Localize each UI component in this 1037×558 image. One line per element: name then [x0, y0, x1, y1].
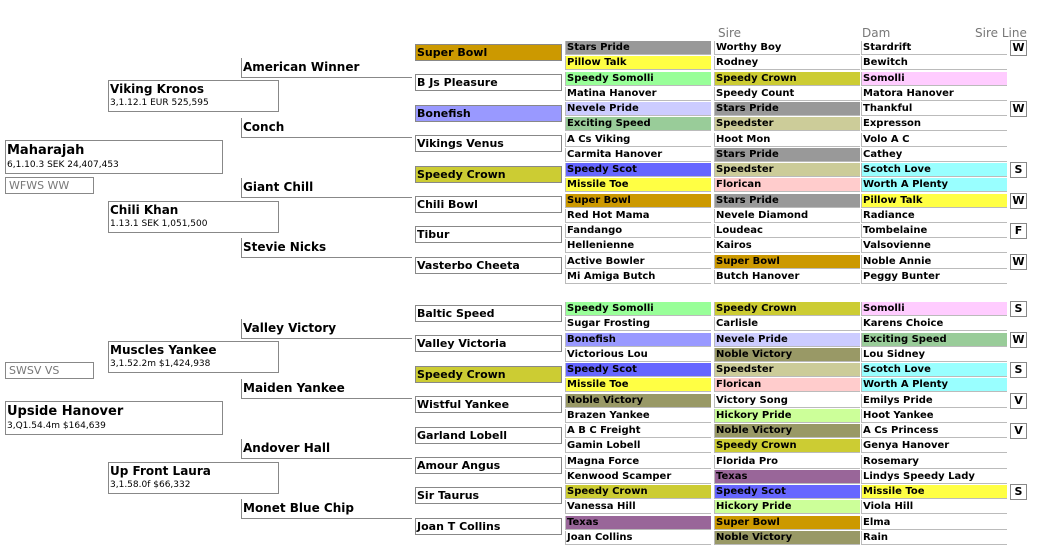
bottom-dam-record: 3,1.58.0f $66,332	[110, 480, 191, 490]
bottom-sire-line-badge: V	[1010, 393, 1027, 409]
top-g5d-cell[interactable]: Scotch Love	[861, 163, 1007, 177]
bottom-g4-cell[interactable]: Noble Victory	[565, 394, 711, 408]
top-g5s-cell[interactable]: Super Bowl	[714, 255, 860, 269]
bottom-g3-name[interactable]: Joan T Collins	[417, 519, 501, 533]
bottom-horse-record: 3,Q1.54.4m $164,639	[7, 421, 106, 431]
bottom-sire-line-badge: S	[1010, 362, 1027, 378]
top-g2-name[interactable]: Giant Chill	[243, 180, 314, 194]
top-dam-name[interactable]: Chili Khan	[110, 203, 179, 217]
bottom-g4-cell[interactable]: Joan Collins	[565, 531, 711, 545]
top-g5d-cell[interactable]: Pillow Talk	[861, 194, 1007, 208]
sire-header: Sire	[718, 26, 742, 40]
top-sire-line-badge: W	[1010, 193, 1027, 209]
top-sire-record: 3,1.12.1 EUR 525,595	[110, 98, 209, 108]
top-g5s-cell[interactable]: Kairos	[714, 239, 860, 253]
top-g5s-cell[interactable]: Florican	[714, 178, 860, 192]
bottom-g4-cell[interactable]: Bonefish	[565, 333, 711, 347]
top-g4-cell[interactable]: A Cs Viking	[565, 133, 711, 147]
bottom-horse-name[interactable]: Upside Hanover	[7, 404, 124, 419]
top-g4-cell[interactable]: Carmita Hanover	[565, 148, 711, 162]
bottom-g5d-cell[interactable]: Elma	[861, 516, 1007, 530]
top-g5d-cell[interactable]: Noble Annie	[861, 255, 1007, 269]
top-sire-line-badge: W	[1010, 101, 1027, 117]
top-g4-cell[interactable]: Matina Hanover	[565, 87, 711, 101]
top-g3-name[interactable]: Super Bowl	[417, 46, 488, 59]
top-g5d-cell[interactable]: Valsovienne	[861, 239, 1007, 253]
top-g2-name[interactable]: Stevie Nicks	[243, 240, 327, 254]
bottom-g4-cell[interactable]: Missile Toe	[565, 378, 711, 392]
bottom-g5d-cell[interactable]: Hoot Yankee	[861, 409, 1007, 423]
bottom-g5d-cell[interactable]: Lou Sidney	[861, 348, 1007, 362]
top-g4-cell[interactable]: Speedy Scot	[565, 163, 711, 177]
top-g5s-cell[interactable]: Worthy Boy	[714, 41, 860, 55]
top-g3-name[interactable]: B Js Pleasure	[417, 76, 498, 90]
bottom-sire-line-badge: W	[1010, 332, 1027, 348]
top-g3-name[interactable]: Bonefish	[417, 106, 471, 120]
bottom-g5s-cell[interactable]: Florican	[714, 378, 860, 392]
top-g5d-cell[interactable]: Peggy Bunter	[861, 270, 1007, 284]
top-g4-cell[interactable]: Active Bowler	[565, 255, 711, 269]
top-g5s-cell[interactable]: Hoot Mon	[714, 133, 860, 147]
top-g5s-cell[interactable]: Stars Pride	[714, 194, 860, 208]
top-g5d-cell[interactable]: Cathey	[861, 148, 1007, 162]
bottom-g5s-cell[interactable]: Carlisle	[714, 317, 860, 331]
bottom-dam-name[interactable]: Up Front Laura	[110, 464, 211, 478]
top-g2-name[interactable]: Conch	[243, 120, 285, 134]
bottom-g5s-cell[interactable]: Super Bowl	[714, 516, 860, 530]
bottom-g5s-cell[interactable]: Speedy Crown	[714, 302, 860, 316]
bottom-g3-name[interactable]: Valley Victoria	[417, 337, 507, 351]
bottom-g4-cell[interactable]: Texas	[565, 516, 711, 530]
bottom-g4-cell[interactable]: Victorious Lou	[565, 348, 711, 362]
bottom-g4-cell[interactable]: Speedy Crown	[565, 485, 711, 499]
top-g5d-cell[interactable]: Radiance	[861, 209, 1007, 223]
bottom-g5s-cell[interactable]: Speedy Scot	[714, 485, 860, 499]
bottom-g2-name[interactable]: Andover Hall	[243, 441, 331, 455]
top-horse-tag: WFWS WW	[5, 177, 94, 194]
top-g5s-cell[interactable]: Butch Hanover	[714, 270, 860, 284]
top-g5s-cell[interactable]: Rodney	[714, 56, 860, 70]
top-g4-cell[interactable]: Mi Amiga Butch	[565, 270, 711, 284]
bottom-g5d-cell[interactable]: Missile Toe	[861, 485, 1007, 499]
bottom-sire-record: 3,1.52.2m $1,424,938	[110, 359, 211, 369]
bottom-g5d-cell[interactable]: Exciting Speed	[861, 333, 1007, 347]
bottom-g5d-cell[interactable]: Scotch Love	[861, 363, 1007, 377]
top-g5s-cell[interactable]: Speedster	[714, 163, 860, 177]
bottom-g3-name[interactable]: Sir Taurus	[417, 489, 480, 503]
bottom-g4-cell[interactable]: Speedy Scot	[565, 363, 711, 377]
bottom-sire-name[interactable]: Muscles Yankee	[110, 343, 217, 357]
top-g5d-cell[interactable]: Bewitch	[861, 56, 1007, 70]
top-g3-name[interactable]: Vikings Venus	[417, 137, 504, 151]
top-sire-name[interactable]: Viking Kronos	[110, 82, 204, 96]
top-sire-line-badge: W	[1010, 40, 1027, 56]
bottom-g5s-cell[interactable]: Hickory Pride	[714, 500, 860, 514]
bottom-g5d-cell[interactable]: Karens Choice	[861, 317, 1007, 331]
bottom-g4-cell[interactable]: Magna Force	[565, 455, 711, 469]
top-g4-cell[interactable]: Hellenienne	[565, 239, 711, 253]
bottom-g3-name[interactable]: Garland Lobell	[417, 428, 508, 442]
bottom-g3-name[interactable]: Speedy Crown	[417, 367, 506, 381]
top-g4-cell[interactable]: Stars Pride	[565, 41, 711, 55]
top-g3-name[interactable]: Tibur	[417, 228, 450, 242]
bottom-g5s-cell[interactable]: Victory Song	[714, 394, 860, 408]
bottom-g5d-cell[interactable]: Lindys Speedy Lady	[861, 470, 1007, 484]
top-g5d-cell[interactable]: Worth A Plenty	[861, 178, 1007, 192]
bottom-g5d-cell[interactable]: Emilys Pride	[861, 394, 1007, 408]
top-g5s-cell[interactable]: Speedy Crown	[714, 72, 860, 86]
bottom-g4-cell[interactable]: A B C Freight	[565, 424, 711, 438]
bottom-g5s-cell[interactable]: Noble Victory	[714, 348, 860, 362]
bottom-g5s-cell[interactable]: Speedster	[714, 363, 860, 377]
top-g5s-cell[interactable]: Speedy Count	[714, 87, 860, 101]
bottom-g4-cell[interactable]: Vanessa Hill	[565, 500, 711, 514]
top-g5d-cell[interactable]: Somolli	[861, 72, 1007, 86]
top-g5d-cell[interactable]: Volo A C	[861, 133, 1007, 147]
top-g5d-cell[interactable]: Matora Hanover	[861, 87, 1007, 101]
bottom-g5s-cell[interactable]: Hickory Pride	[714, 409, 860, 423]
top-g4-cell[interactable]: Fandango	[565, 224, 711, 238]
top-g5d-cell[interactable]: Tombelaine	[861, 224, 1007, 238]
bottom-g4-cell[interactable]: Kenwood Scamper	[565, 470, 711, 484]
top-g5d-cell[interactable]: Expresson	[861, 117, 1007, 131]
bottom-g5d-cell[interactable]: Rosemary	[861, 455, 1007, 469]
top-g4-cell[interactable]: Speedy Somolli	[565, 72, 711, 86]
bottom-g5s-cell[interactable]: Noble Victory	[714, 424, 860, 438]
top-g5s-cell[interactable]: Loudeac	[714, 224, 860, 238]
top-sire-line-badge: F	[1010, 223, 1027, 239]
bottom-g5d-cell[interactable]: Viola Hill	[861, 500, 1007, 514]
top-g4-cell[interactable]: Red Hot Mama	[565, 209, 711, 223]
top-g5d-cell[interactable]: Thankful	[861, 102, 1007, 116]
bottom-g5s-cell[interactable]: Noble Victory	[714, 531, 860, 545]
top-g4-cell[interactable]: Nevele Pride	[565, 102, 711, 116]
bottom-g5d-cell[interactable]: A Cs Princess	[861, 424, 1007, 438]
top-g3-name[interactable]: Speedy Crown	[417, 167, 506, 181]
bottom-g5s-cell[interactable]: Texas	[714, 470, 860, 484]
bottom-g5d-cell[interactable]: Worth A Plenty	[861, 378, 1007, 392]
bottom-g4-cell[interactable]: Gamin Lobell	[565, 439, 711, 453]
bottom-g5d-cell[interactable]: Genya Hanover	[861, 439, 1007, 453]
bottom-sire-line-badge: V	[1010, 423, 1027, 439]
top-sire-line-badge: W	[1010, 254, 1027, 270]
top-g4-cell[interactable]: Super Bowl	[565, 194, 711, 208]
top-g5d-cell[interactable]: Stardrift	[861, 41, 1007, 55]
top-g3-name[interactable]: Chili Bowl	[417, 198, 478, 211]
top-g5s-cell[interactable]: Speedster	[714, 117, 860, 131]
top-g3-name[interactable]: Vasterbo Cheeta	[417, 258, 520, 272]
bottom-g4-cell[interactable]: Speedy Somolli	[565, 302, 711, 316]
bottom-g4-cell[interactable]: Sugar Frosting	[565, 317, 711, 331]
bottom-g2-name[interactable]: Monet Blue Chip	[243, 501, 354, 515]
top-dam-record: 1.13.1 SEK 1,051,500	[110, 219, 208, 229]
top-horse-name[interactable]: Maharajah	[7, 143, 85, 158]
bottom-horse-tag: SWSV VS	[5, 362, 94, 379]
bottom-g3-name[interactable]: Baltic Speed	[417, 307, 495, 320]
top-g5s-cell[interactable]: Stars Pride	[714, 148, 860, 162]
bottom-g3-name[interactable]: Amour Angus	[417, 459, 501, 472]
bottom-g3-name[interactable]: Wistful Yankee	[417, 398, 510, 412]
top-g4-cell[interactable]: Missile Toe	[565, 178, 711, 192]
top-g5s-cell[interactable]: Stars Pride	[714, 102, 860, 116]
bottom-g5s-cell[interactable]: Florida Pro	[714, 455, 860, 469]
bottom-sire-line-badge: S	[1010, 484, 1027, 500]
sire-line-header: Sire Line	[975, 26, 1027, 40]
top-sire-line-badge: S	[1010, 162, 1027, 178]
bottom-g5s-cell[interactable]: Speedy Crown	[714, 439, 860, 453]
dam-header: Dam	[862, 26, 891, 40]
top-g4-cell[interactable]: Pillow Talk	[565, 56, 711, 70]
bottom-g4-cell[interactable]: Brazen Yankee	[565, 409, 711, 423]
bottom-g5s-cell[interactable]: Nevele Pride	[714, 333, 860, 347]
bottom-g2-name[interactable]: Maiden Yankee	[243, 381, 345, 395]
bottom-g5d-cell[interactable]: Somolli	[861, 302, 1007, 316]
top-horse-record: 6,1.10.3 SEK 24,407,453	[7, 160, 119, 170]
bottom-sire-line-badge: S	[1010, 301, 1027, 317]
top-g4-cell[interactable]: Exciting Speed	[565, 117, 711, 131]
top-g5s-cell[interactable]: Nevele Diamond	[714, 209, 860, 223]
bottom-g5d-cell[interactable]: Rain	[861, 531, 1007, 545]
top-g2-name[interactable]: American Winner	[243, 60, 360, 74]
bottom-g2-name[interactable]: Valley Victory	[243, 321, 337, 335]
